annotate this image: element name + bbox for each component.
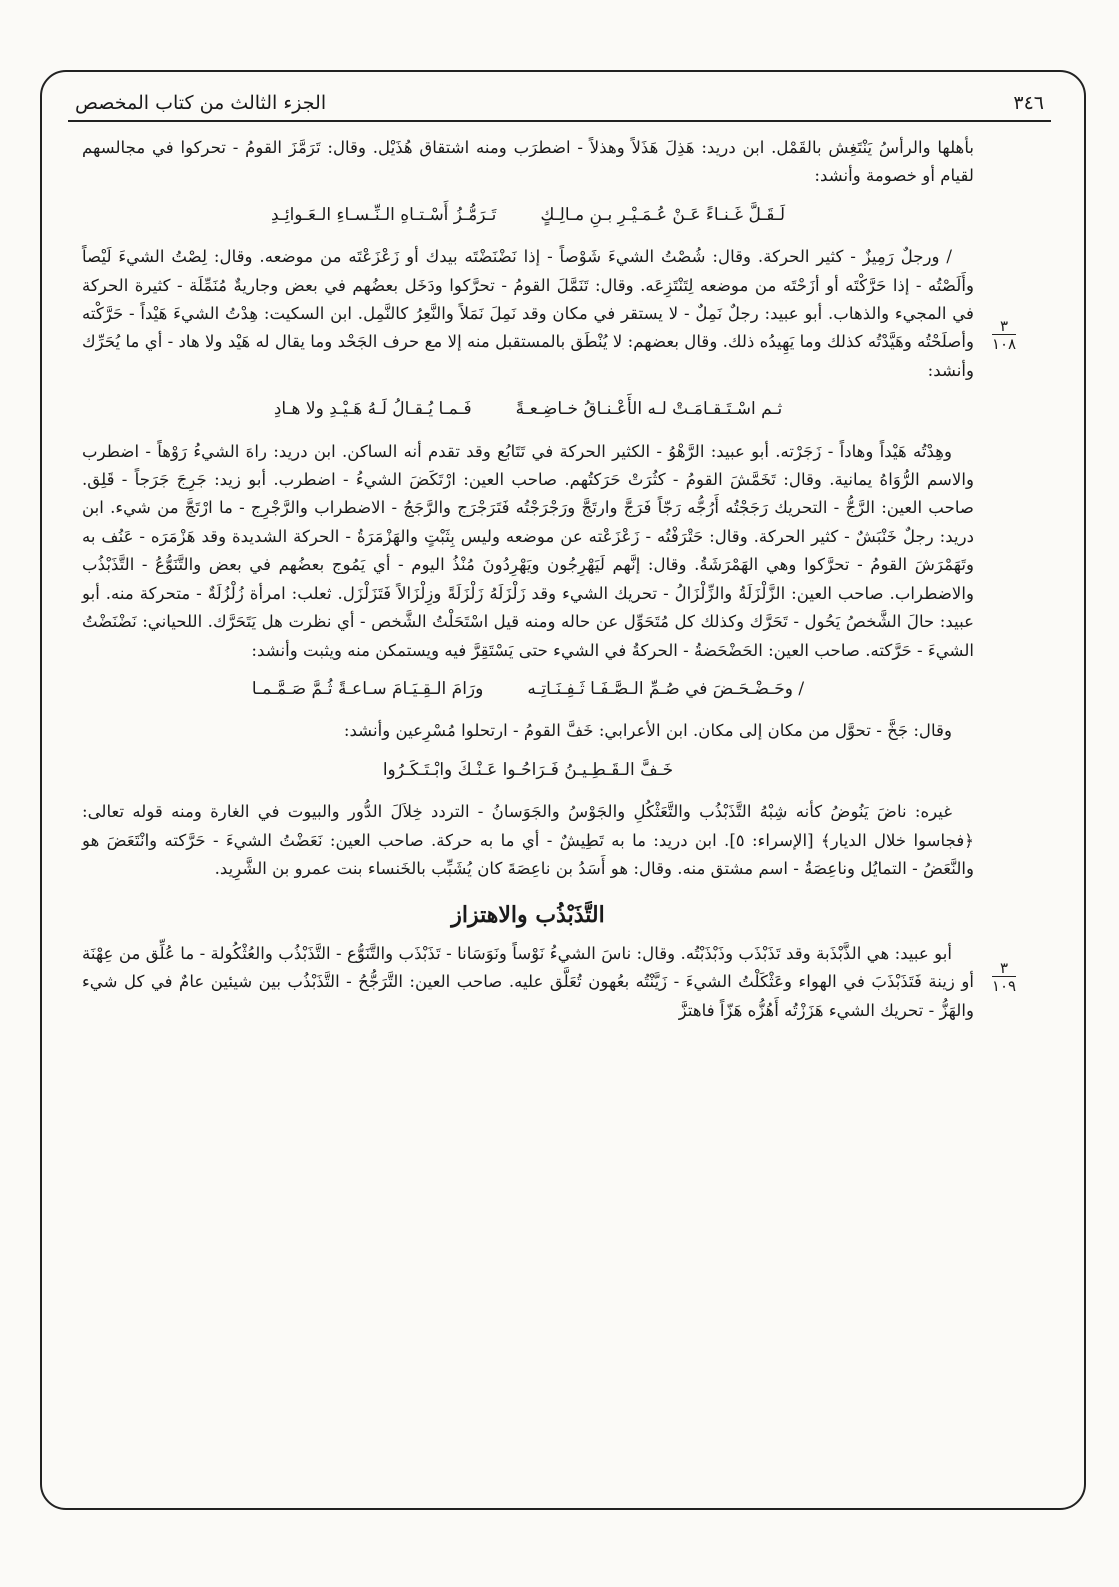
paragraph: وقال: جَخَّ - تحوَّل من مكان إلى مكان. ابن الأعرابي: خَفَّ القومُ - ارتحلوا مُسْرِعين وأنشد:	[343, 721, 952, 741]
paragraph: بأهلها والرأسُ يَنْتَغِش بالقَمْل. ابن دريد: هَذِلَ هَذَلاً وهذلاً - اضطرَب ومنه اشتقاق هُذَيْل. وقال: تَرَمَّزَ القومُ - تحركوا في مجالسهم لقيام أو خصومة وأنشد:	[82, 138, 974, 186]
verse	[82, 756, 974, 784]
verse-second-hemistich: ورَامَ الـقِـيَـامَ سـاعـةً ثُـمَّ صَـمَّـمـا	[251, 678, 484, 699]
verse-first-hemistich: / وحَـضْـحَـضَ في صُـمِّ الـصَّـفَـا ثَـفِـنَـاتِـه	[527, 678, 805, 699]
running-title: الجزء الثالث من كتاب المخصص	[75, 92, 327, 114]
verse-single-hemistich: خَـفَّ الـقَـطِـيـنُ فَـرَاحُـوا عَـنْـكَ وابْـتَـكَـرُوا	[382, 759, 674, 780]
verse	[82, 395, 974, 423]
body-text	[82, 134, 974, 1027]
paragraph: غيره: ناضَ يَنُوضُ كأنه شِبْهُ التَّذَبْذُب والتَّعَثْكُلِ والجَوْسُ والجَوَسانُ - التردد خِلاَلَ الدُّور والبيوت في الغارة ومنه قوله تعالى: ﴿فجاسوا خلال الديار﴾ [الإسراء: ٥]. ابن دريد: ما به تَطِيشٌ - أي ما به حركة. صاحب العين: نَعَضْتُ الشيءَ - حَرَّكته وانْتَعَضَ هو والنَّعَضُ - التمايُل وناعِصَةُ - اسم مشتق منه. وقال: هو أَسَدُ بن ناعِصَةَ كان يُشَبِّب بالخَنساء بنت عمرو بن الشَّرِيد.	[82, 802, 974, 878]
paragraph: / ورجلٌ رَمِيزٌ - كثير الحركة. وقال: شُصْتُ الشيءَ شَوْصاً - إذا نَضْنَضْتَه بيدك أو زَعْزَعْتَه من موضعه. وقال: لِصْتُ الشيءَ لَيْصاً وأَلَصْتُه - إذا حَرَّكْتَه أو أزَحْتَه من موضعه لِتَنْتَزِعَه. وقال: تَنَمَّلَ القومُ - تحرَّكوا ودَخَل بعضُهم في بعض وجاريةٌ مُنَمِّلَة - كثيرة الحركة في المجيء والذهاب. أبو عبيد: رجلٌ نَمِلٌ - لا يستقر في مكان وقد نَمِلَ نَمَلاً والنَّعِرُ كالنَّمِل. ابن السكيت: هِدْتُ الشيءَ هَيْداً - حَرَّكْته وأصلَحْتُه وهَيَّدْتُه كذلك وما يَهِيدُه ذلك. وقال بعضهم: لا يُنْطَق بالمستقبل منه إلا مع حرف الجَحْد وما يقال له هَيْد ولا هاد - أي ما يُحَرِّك وأنشد:	[82, 247, 974, 380]
verse-first-hemistich: ثـم اسْـتَـقـامَـتْ لـه الأَعْـنـاقُ خـاضِـعـةً	[515, 399, 783, 420]
margin-note-volume: ٣	[999, 317, 1009, 335]
section-heading: التَّذَبْذُب والاهتزاز	[451, 902, 605, 929]
paragraph: أبو عبيد: هي الذَّبْذَبة وقد تَذَبْذَب وذَبْذَبْتُه. وقال: ناسَ الشيءُ نَوْساً ونَوَسَانا - تَذَبْذَب والتَّنَوُّع - التَّذَبْذُب والعُثْكُولة - ما عُلِّق من عِهْنَة أو زينة فَتَذَبْذَبَ في الهواء وعَثْكَلْتُ الشيءَ - زَيَّنْتُه بعُهون تُعَلَّق عليه. صاحب العين: التَّرَجُّحُ - التَّذَبْذُب بين شيئين عامٌ في كل شيء والهَزُّ - تحريك الشيء هَزَزْتُه أَهُزُّه هَزّاً فاهتزَّ	[82, 943, 974, 1020]
page-number: ٣٤٦	[1013, 92, 1044, 114]
page-header	[75, 92, 1044, 122]
margin-note-page: ١٠٨	[991, 335, 1017, 353]
verse-second-hemistich: تَـرَمُّـزُ أَسْـتـاهِ الـنِّـسـاءِ الـعَـوائِـدِ	[270, 204, 497, 225]
margin-note-page: ١٠٩	[991, 977, 1017, 995]
verse	[82, 675, 974, 703]
verse-second-hemistich: فَـمـا يُـقـالُ لَـهُ هَـيْـدِ ولا هـادِ	[273, 399, 472, 420]
verse-first-hemistich: لَـقَـلَّ غَـنـاءً عَـنْ عُـمَـيْـرِ بـنِ مـالِـكٍ	[540, 204, 786, 225]
header-rule	[68, 120, 1051, 122]
paragraph: وهِدْتُه هَيْداً وهاداً - زَجَرْته. أبو عبيد: الرَّهْوُ - الكثير الحركة في تَتَابُع وقد تقدم أنه الساكن. ابن دريد: راهَ الشيءُ رَوْهاً - اضطرب والاسم الرُّوَاهُ يمانية. وقال: تَخَمَّشَ القومُ - كثُرَتْ حَرَكتُهم. صاحب العين: ارْتَكَضَ الشيءُ - اضطرب. أبو زيد: جَرِجَ جَرَجاً - قَلِق. صاحب العين: الرَّجُّ - التحريك رَجَجْتُه أَرُجُّه رَجّاً فَرَجَّ وارتَجَّ ورَجْرَجْتُه فَتَرَجْرَج والرَّجَجُ - الاضطراب والرَّجْرِج - ما ارْتَجَّ من شيء. ابن دريد: رجلٌ خَنْبَشٌ - كثير الحركة. وقال: حَتْرَفْتُه - زَعْزَعْته عن موضعه وليس بِثَبْتٍ والهَزْمَرَةُ - الحركة الشديدة وقد هَزْمَرَه - عَنُف به وتَهَمْرَشَ القومُ - تحرَّكوا وهي الهَمْرَشَةُ. وقال: إنَّهم لَيَهْرِجُون ويَهْرِدُونَ مُنْذُ اليوم - أي يَمُوج بعضُهم في بعض والتَّنَوُّعُ - التَّذَبْذُب والاضطراب. صاحب العين: الزَّلْزَلَةُ والزِّلْزَالُ - تحريك الشيء وقد زَلْزَلَهُ زَلْزَلَةً وزِلْزَالاً فَتَزَلْزَل. ثعلب: امرأة زُلْزُلَةٌ - متحركة منه. أبو عبيد: حالَ الشَّخصُ يَحُول - تَحَرَّك وكذلك كل مُتَحَوِّل عن حاله ومنه قيل اسْتَحَلْتُ الشَّخص - أي نظرت هل يَتَحَرَّك. اللحياني: نَضْنَضْتُ الشيءَ - حَرَّكته. صاحب العين: الحَضْحَضةُ - الحركةُ في الشيء حتى يَسْتَقِرَّ فيه ويستمكن منه ويثبت وأنشد:	[82, 441, 974, 660]
margin-note-1	[986, 318, 1022, 352]
margin-note-volume: ٣	[999, 959, 1009, 977]
verse	[82, 201, 974, 229]
margin-note-2	[986, 960, 1022, 994]
